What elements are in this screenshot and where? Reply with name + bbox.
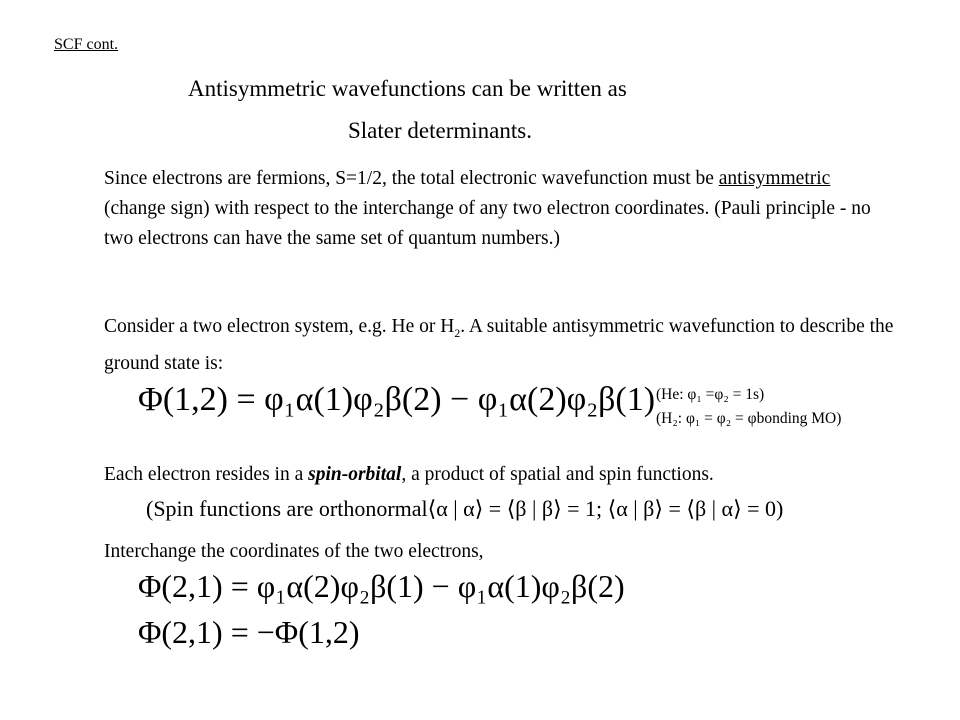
title-line-2: Slater determinants.	[348, 118, 532, 143]
slide-header: SCF cont.	[54, 36, 119, 53]
paragraph-antisymmetry	[104, 164, 894, 254]
paragraph-spin-orbital	[104, 460, 714, 490]
h2-subscript: 2	[454, 326, 461, 340]
paragraph-spin-orbital-post: , a product of spatial and spin functions.	[401, 464, 714, 485]
paragraph-two-electron	[104, 312, 894, 379]
spin-orbital-term: spin-orbital	[308, 464, 402, 485]
antisymmetric-term: antisymmetric	[718, 168, 831, 189]
equation-orthonormal: (Spin functions are orthonormal⟨α | α⟩ = ⟨β | β⟩ = 1; ⟨α | β⟩ = ⟨β | α⟩ = 0)	[146, 496, 784, 521]
equation-ground-state: Φ(1,2) = φ₁α(1)φ₂β(2) − φ₁α(2)φ₂β(1)	[138, 381, 656, 418]
paragraph-two-electron-post: . A suitable antisymmetric wavefunction to describe the ground state is:	[104, 316, 894, 374]
paragraph-spin-orbital-pre: Each electron resides in a	[104, 464, 309, 485]
title-line-1: Antisymmetric wavefunctions can be written as	[188, 76, 627, 101]
equation-sign-change: Φ(2,1) = −Φ(1,2)	[138, 614, 360, 650]
paragraph-antisymmetry-post: (change sign) with respect to the interchange of any two electron coordinates. (Pauli principle - no two electrons can have the same set of quantum numbers.)	[104, 198, 871, 249]
note-helium: (He: φ₁ =φ₂ = 1s)	[656, 386, 765, 403]
paragraph-antisymmetry-pre: Since electrons are fermions, S=1/2, the total electronic wavefunction must be	[104, 168, 719, 189]
equation-interchanged: Φ(2,1) = φ₁α(2)φ₂β(1) − φ₁α(1)φ₂β(2)	[138, 568, 625, 604]
paragraph-two-electron-pre: Consider a two electron system, e.g. He or H	[104, 316, 455, 337]
note-hydrogen: (H₂: φ₁ = φ₂ = φbonding MO)	[656, 410, 842, 427]
paragraph-interchange: Interchange the coordinates of the two electrons,	[104, 541, 484, 562]
